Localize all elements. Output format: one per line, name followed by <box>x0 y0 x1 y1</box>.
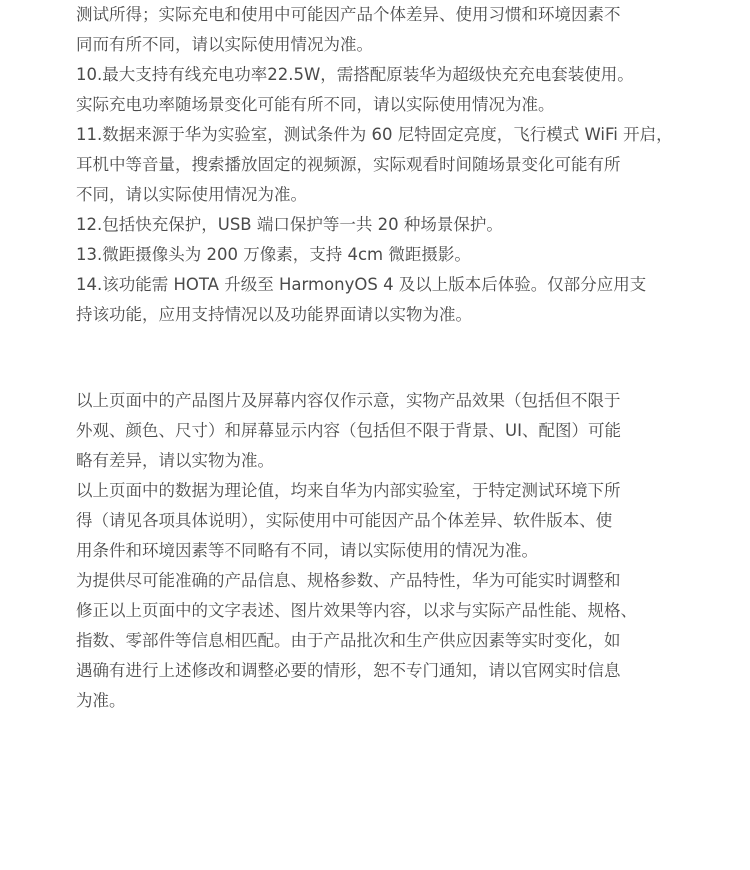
footnote-13: 13.微距摄像头为 200 万像素，支持 4cm 微距摄影。 <box>76 245 471 264</box>
disclaimer-line: 修正以上页面中的文字表述、图片效果等内容，以求与实际产品性能、规格、 <box>76 601 637 620</box>
disclaimer-line: 为准。 <box>76 691 126 710</box>
disclaimer-line: 得（请见各项具体说明），实际使用中可能因产品个体差异、软件版本、使 <box>76 511 613 530</box>
disclaimer-line: 外观、颜色、尺寸）和屏幕显示内容（包括但不限于背景、UI、配图）可能 <box>76 421 621 440</box>
footnote-line: 持该功能，应用支持情况以及功能界面请以实物为准。 <box>76 305 472 324</box>
disclaimer-line: 遇确有进行上述修改和调整必要的情形，恕不专门通知，请以官网实时信息 <box>76 661 621 680</box>
disclaimer-line: 指数、零部件等信息相匹配。由于产品批次和生产供应因素等实时变化，如 <box>76 631 621 650</box>
footnote-line: 不同，请以实际使用情况为准。 <box>76 185 307 204</box>
disclaimer-line: 以上页面中的数据为理论值，均来自华为内部实验室，于特定测试环境下所 <box>76 481 621 500</box>
footnote-11: 11.数据来源于华为实验室，测试条件为 60 尼特固定亮度，飞行模式 WiFi 开启， <box>76 125 673 144</box>
disclaimer-section <box>76 386 637 716</box>
disclaimer-line: 略有差异，请以实物为准。 <box>76 451 274 470</box>
disclaimer-line: 为提供尽可能准确的产品信息、规格参数、产品特性，华为可能实时调整和 <box>76 571 621 590</box>
disclaimer-line: 用条件和环境因素等不同略有不同，请以实际使用的情况为准。 <box>76 541 538 560</box>
footnote-line: 实际充电功率随场景变化可能有所不同，请以实际使用情况为准。 <box>76 95 555 114</box>
footnote-12: 12.包括快充保护，USB 端口保护等一共 20 种场景保护。 <box>76 215 503 234</box>
disclaimer-line: 以上页面中的产品图片及屏幕内容仅作示意，实物产品效果（包括但不限于 <box>76 391 621 410</box>
footnote-line: 耳机中等音量，搜索播放固定的视频源，实际观看时间随场景变化可能有所 <box>76 155 621 174</box>
footnote-10: 10.最大支持有线充电功率22.5W，需搭配原装华为超级快充充电套装使用。 <box>76 65 634 84</box>
footnote-line: 同而有所不同，请以实际使用情况为准。 <box>76 35 373 54</box>
footnote-14: 14.该功能需 HOTA 升级至 HarmonyOS 4 及以上版本后体验。仅部分应用支 <box>76 275 647 294</box>
footnotes-section <box>76 0 673 330</box>
footnote-line: 测试所得；实际充电和使用中可能因产品个体差异、使用习惯和环境因素不 <box>76 5 621 24</box>
